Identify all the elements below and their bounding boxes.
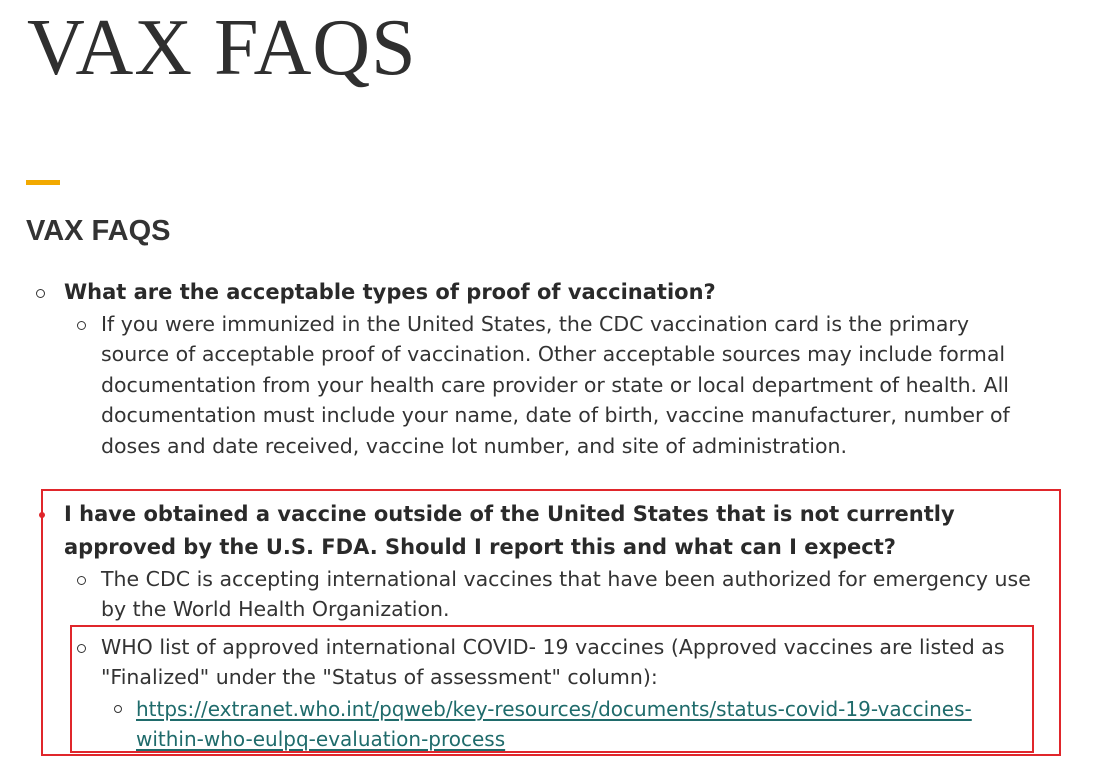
faq-answer-2a: The CDC is accepting international vaccines that have been authorized for emergency use by the World Health Organization. bbox=[101, 567, 1031, 622]
section-heading: VAX FAQS bbox=[26, 215, 171, 247]
hollow-circle-bullet-icon bbox=[36, 289, 45, 298]
who-status-link-line-1[interactable]: https://extranet.who.int/pqweb/key-resources/documents/status-covid-19-vaccines- bbox=[136, 697, 972, 721]
page-title: VAX FAQS bbox=[27, 4, 417, 92]
faq-answer-2b: WHO list of approved international COVID- 19 vaccines (Approved vaccines are listed as "Finalized" under the "Status of assessment" column): bbox=[101, 635, 1005, 690]
who-status-link-line-2[interactable]: within-who-eulpq-evaluation-process bbox=[136, 727, 506, 751]
faq-question-2-line-2: approved by the U.S. FDA. Should I report this and what can I expect? bbox=[64, 535, 896, 559]
highlight-box-inner bbox=[70, 625, 1034, 753]
hollow-circle-bullet-icon bbox=[77, 321, 86, 330]
faq-question-2-line-1: I have obtained a vaccine outside of the United States that is not currently bbox=[64, 502, 955, 526]
faq-question-1: What are the acceptable types of proof of vaccination? bbox=[64, 280, 716, 304]
accent-divider bbox=[26, 180, 60, 185]
faq-answer-1: If you were immunized in the United States, the CDC vaccination card is the primary source of acceptable proof of vaccination. Other acceptable sources may include formal documentation from your health care provider or state or local department of health. All documentation must include your name, date of birth, vaccine manufacturer, number of doses and date received, vaccine lot number, and site of administration. bbox=[101, 312, 1010, 458]
